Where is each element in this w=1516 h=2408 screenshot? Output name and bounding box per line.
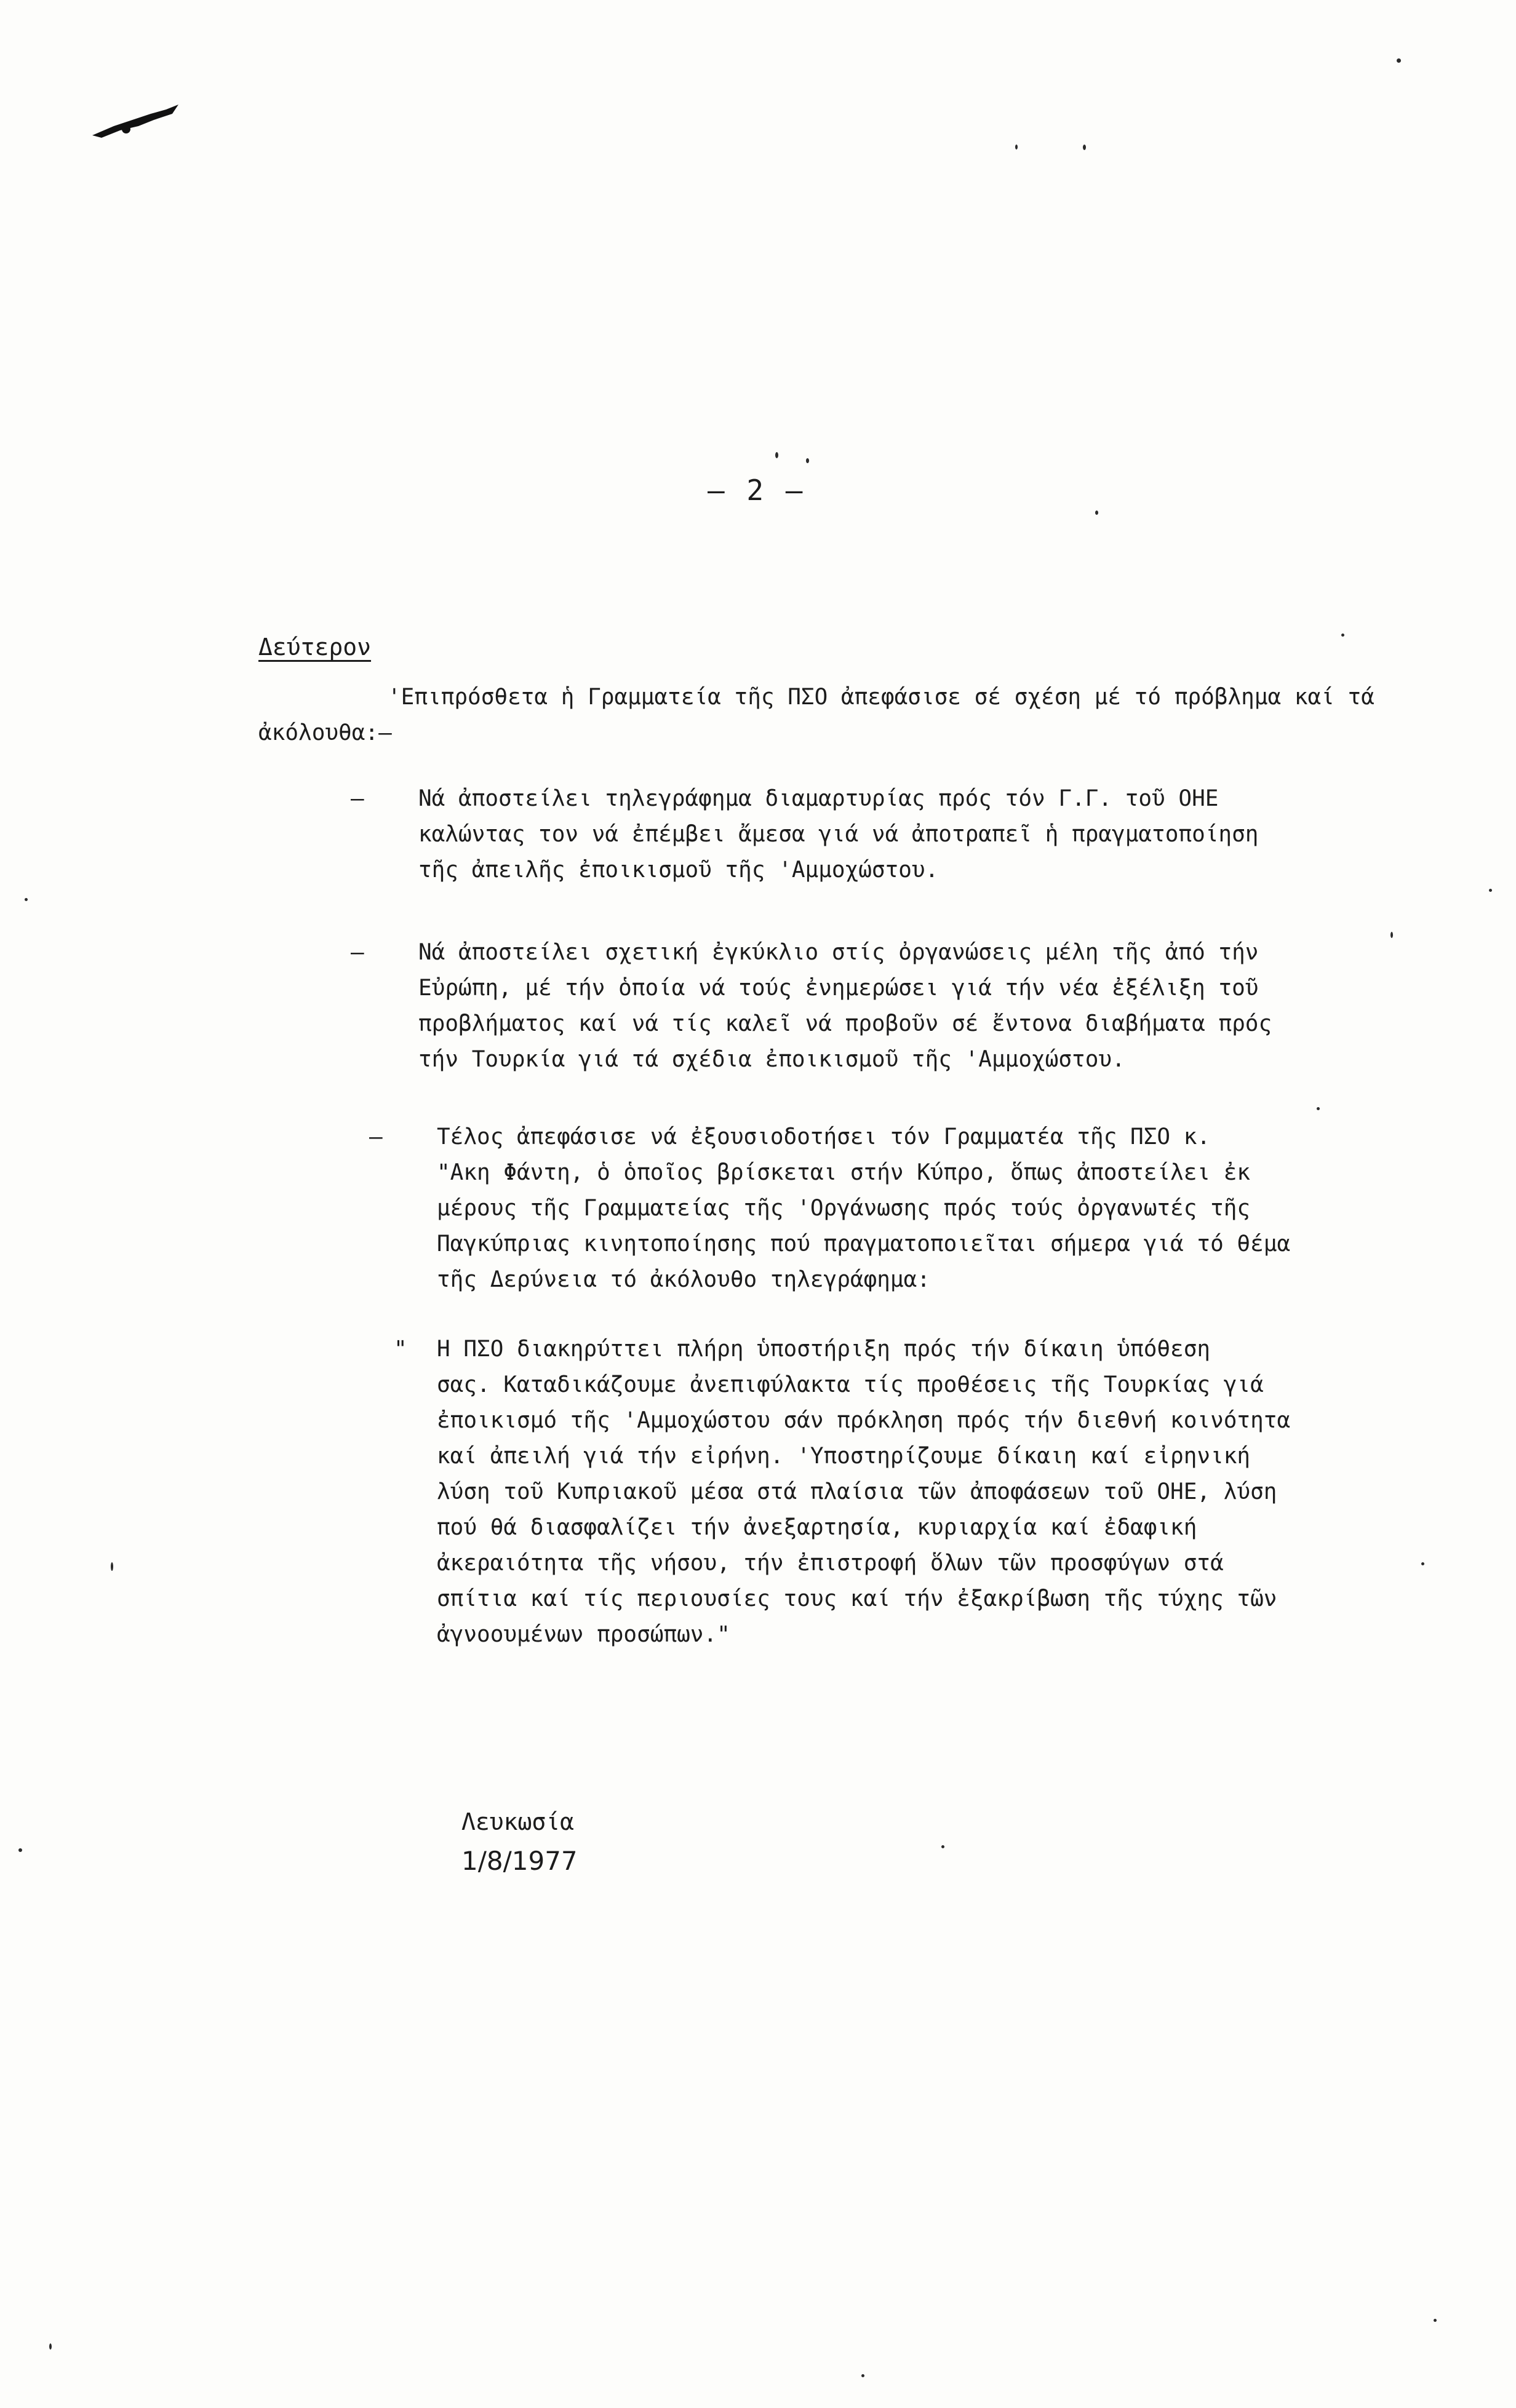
scan-speck (1421, 1562, 1424, 1565)
scan-speck (941, 1845, 944, 1848)
list-item-line: Νά ἀποστείλει σχετική ἐγκύκλιο στίς ὀργανώσεις μέλη τῆς ἀπό τήν (418, 940, 1259, 965)
signoff-date: 1/8/1977 (461, 1846, 578, 1876)
list-dash: – (351, 786, 364, 811)
scan-speck (1489, 889, 1492, 892)
list-dash: – (351, 940, 364, 965)
scan-speck (1095, 511, 1098, 515)
list-item (351, 781, 1259, 888)
scan-speck (1341, 634, 1344, 637)
quote-line: ἀγνοουμένων προσώπων." (437, 1622, 730, 1647)
list-item-line: Εὐρώπη, μέ τήν ὁποία νά τούς ἐνημερώσει γιά τήν νέα ἐξέλιξη τοῦ (418, 976, 1259, 1001)
list-item-line: μέρους τῆς Γραμματείας τῆς 'Οργάνωσης πρός τούς ὀργανωτές τῆς (437, 1196, 1251, 1221)
quote-line: σας. Καταδικάζουμε ἀνεπιφύλακτα τίς προθέσεις τῆς Τουρκίας γιά (437, 1372, 1264, 1397)
scan-speck (1397, 58, 1401, 63)
scan-speck (1434, 2319, 1437, 2322)
intro-paragraph: 'Επιπρόσθετα ἡ Γραμματεία τῆς ΠΣΟ ἀπεφάσισε σέ σχέση μέ τό πρόβλημα καί τά ἀκόλουθα:– (258, 685, 1374, 745)
quote-line: καί ἀπειλή γιά τήν εἰρήνη. 'Υποστηρίζουμε δίκαιη καί εἰρηνική (437, 1444, 1251, 1469)
scan-speck (806, 458, 809, 463)
list-item-line: "Ακη Φάντη, ὁ ὁποῖος βρίσκεται στήν Κύπρο, ὅπως ἀποστείλει ἐκ (437, 1160, 1251, 1185)
list-item (369, 1119, 1291, 1298)
page-number: – 2 – (708, 474, 805, 507)
scan-speck (861, 2374, 864, 2377)
quote-line: λύση τοῦ Κυπριακοῦ μέσα στά πλαίσια τῶν ἀποφάσεων τοῦ ΟΗΕ, λύση (437, 1479, 1277, 1504)
list-item-line: προβλήματος καί νά τίς καλεῖ νά προβοῦν σέ ἔντονα διαβήματα πρός (418, 1011, 1272, 1036)
list-item-line: καλώντας τον νά ἐπέμβει ἄμεσα γιά νά ἀποτραπεῖ ἡ πραγματοποίηση (418, 822, 1259, 847)
ink-blot (89, 92, 182, 141)
scan-speck (25, 898, 28, 901)
list-item-line: Τέλος ἀπεφάσισε νά ἐξουσιοδοτήσει τόν Γραμματέα τῆς ΠΣΟ κ. (437, 1124, 1211, 1150)
quote-mark: " (394, 1337, 407, 1362)
signoff-place: Λευκωσία (461, 1808, 575, 1835)
list-item-line: Παγκύπριας κινητοποίησης πού πραγματοποιεῖται σήμερα γιά τό θέμα (437, 1231, 1291, 1257)
scan-speck (1390, 932, 1393, 938)
quote-line: Η ΠΣΟ διακηρύττει πλήρη ὑποστήριξη πρός τήν δίκαιη ὑπόθεση (437, 1337, 1211, 1362)
quote-line: ἀκεραιότητα τῆς νήσου, τήν ἐπιστροφή ὅλων τῶν προσφύγων στά (437, 1551, 1224, 1576)
section-heading: Δεύτερον (258, 634, 372, 661)
signoff (461, 1802, 578, 1881)
list-item-line: τῆς Δερύνεια τό ἀκόλουθο τηλεγράφημα: (437, 1267, 930, 1292)
list-item-line: τήν Τουρκία γιά τά σχέδια ἐποικισμοῦ τῆς 'Αμμοχώστου. (418, 1047, 1125, 1072)
scan-speck (1015, 145, 1018, 149)
scan-speck (775, 452, 778, 458)
scan-speck (18, 1848, 22, 1852)
quote-line: πού θά διασφαλίζει τήν ἀνεξαρτησία, κυριαρχία καί ἐδαφική (437, 1515, 1197, 1540)
quote-line: σπίτια καί τίς περιουσίες τους καί τήν ἐξακρίβωση τῆς τύχης τῶν (437, 1586, 1277, 1611)
list-item-line: τῆς ἀπειλῆς ἐποικισμοῦ τῆς 'Αμμοχώστου. (418, 857, 939, 883)
list-item-line: Νά ἀποστείλει τηλεγράφημα διαμαρτυρίας πρός τόν Γ.Γ. τοῦ ΟΗΕ (418, 786, 1219, 811)
list-dash: – (369, 1124, 383, 1150)
scan-speck (1317, 1107, 1320, 1110)
quote-line: ἐποικισμό τῆς 'Αμμοχώστου σάν πρόκληση πρός τήν διεθνή κοινότητα (437, 1408, 1291, 1433)
list-item (351, 935, 1272, 1078)
scan-speck (111, 1562, 113, 1571)
scan-speck (49, 2343, 52, 2350)
scan-speck (1083, 145, 1086, 150)
telegram-quote (394, 1332, 1291, 1653)
